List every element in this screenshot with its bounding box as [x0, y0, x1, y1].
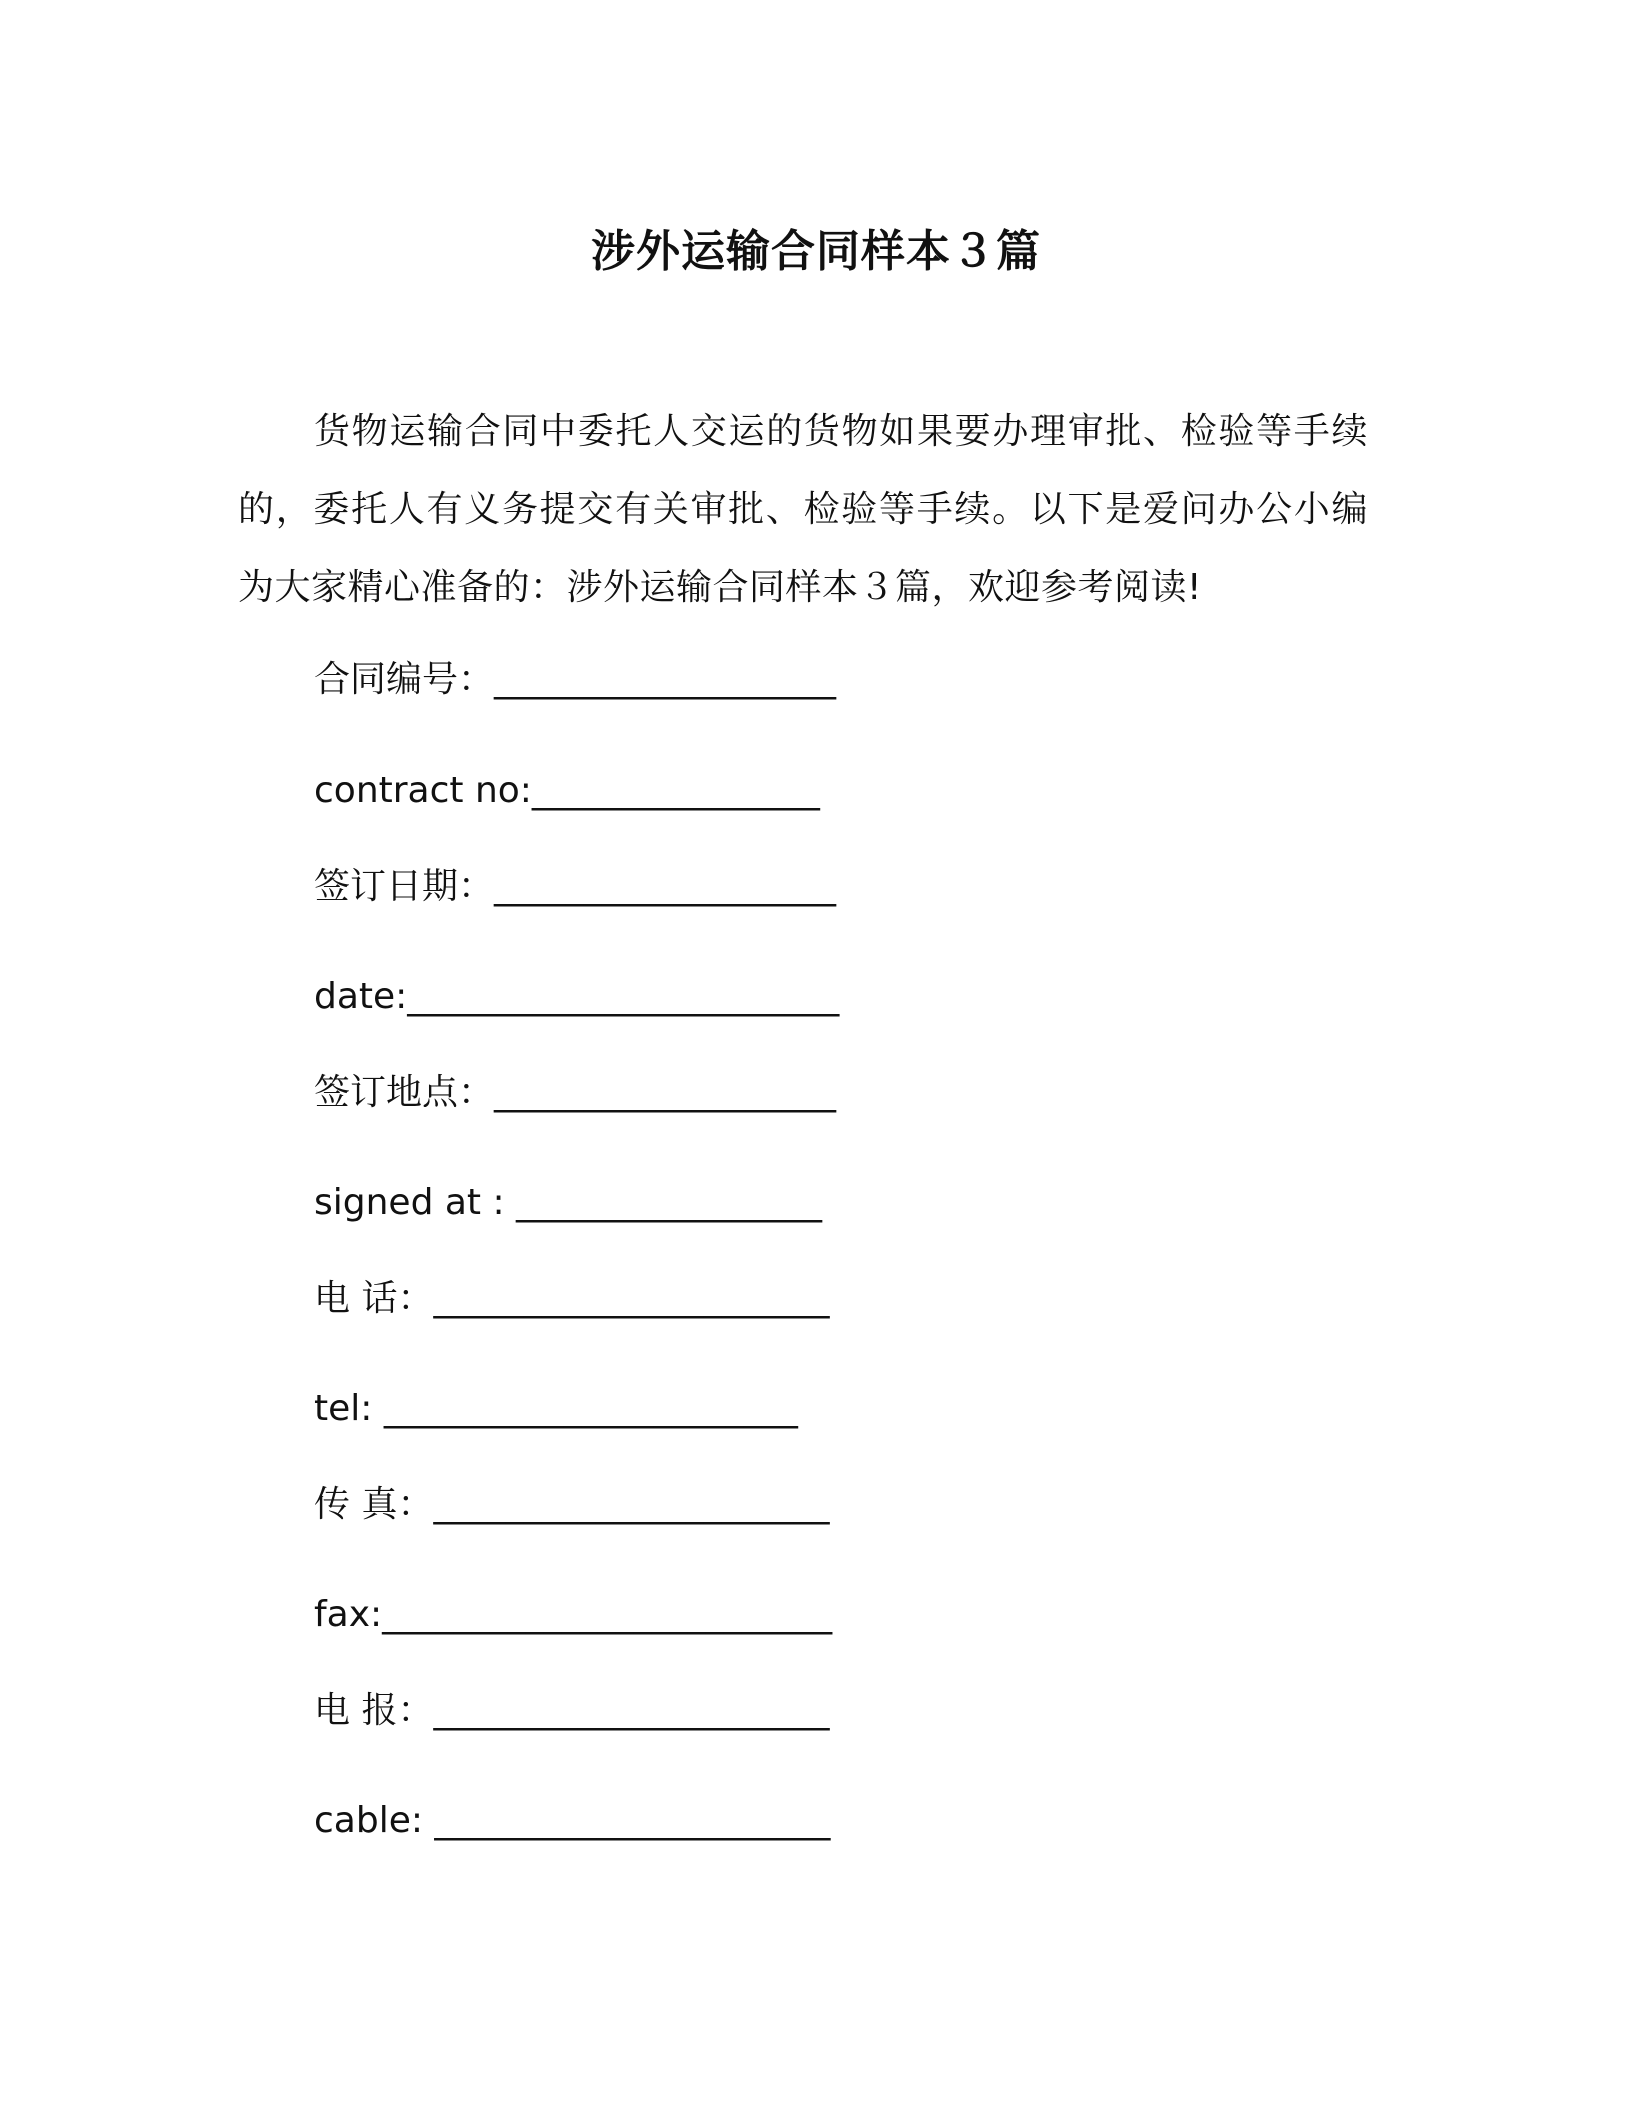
- field-signing-date: 签订日期：___________________: [314, 866, 837, 907]
- field-fax: fax:_________________________: [314, 1594, 833, 1635]
- field-cable-cn: 电 报：______________________: [314, 1690, 830, 1731]
- field-contract-number: 合同编号：___________________: [314, 659, 837, 700]
- field-date: date:________________________: [314, 976, 840, 1017]
- field-contract-no: contract no:________________: [314, 770, 820, 811]
- field-telephone-cn: 电 话：______________________: [314, 1278, 830, 1319]
- field-cable: cable: ______________________: [314, 1800, 831, 1841]
- field-signed-at: signed at : _________________: [314, 1182, 823, 1223]
- intro-paragraph: 货物运输合同中委托人交运的货物如果要办理审批、检验等手续的，委托人有义务提交有关审批、检验等手续。以下是爱问办公小编为大家精心准备的：涉外运输合同样本３篇，欢迎参考阅读!: [238, 411, 1368, 608]
- field-signing-place: 签订地点：___________________: [314, 1072, 837, 1113]
- document-title: 涉外运输合同样本３篇: [591, 226, 1041, 277]
- field-fax-cn: 传 真：______________________: [314, 1484, 830, 1525]
- field-tel: tel: _______________________: [314, 1388, 798, 1429]
